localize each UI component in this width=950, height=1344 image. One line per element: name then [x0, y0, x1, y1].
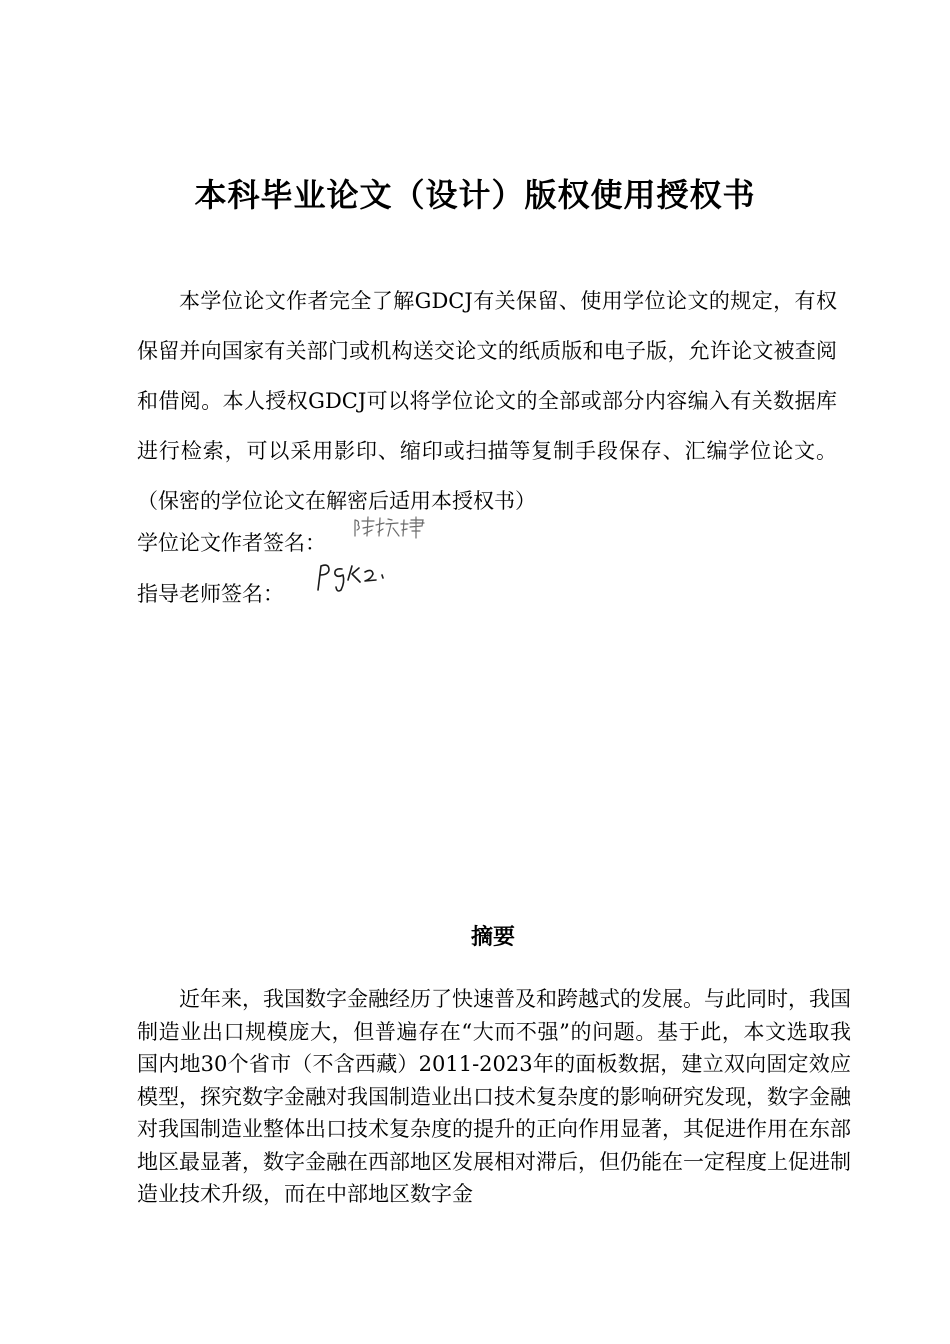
abstract-text: 近年来，我国数字金融经历了快速普及和跨越式的发展。与此同时，我国制造业出口规模庞大，但普遍存在“大而不强”的问题。基于此，本文选取我国内地30个省市（不含西藏）2011-2023年的面板数据，建立双向固定效应模型，探究数字金融对我国制造业出口技术复杂度的影响研究发现，数字金融对我国制造业整体出口技术复杂度的提升的正向作用显著，其促进作用在东部地区最显著，数字金融在西部地区发展相对滞后，但仍能在一定程度上促进制造业技术升级，而在中部地区数字金 [137, 987, 851, 1206]
author-signature-image [352, 512, 432, 542]
authorization-statement: 本学位论文作者完全了解GDCJ有关保留、使用学位论文的规定，有权保留并向国家有关部门或机构送交论文的纸质版和电子版，允许论文被查阅和借阅。本人授权GDCJ可以将学位论文的全部或部分内容编入有关数据库进行检索，可以采用影印、缩印或扫描等复制手段保存、汇编学位论文。（保密的学位论文在解密后适用本授权书） [137, 289, 837, 513]
advisor-signature-line [137, 578, 284, 608]
author-signature-line [137, 527, 326, 557]
advisor-signature-label: 指导老师签名： [137, 582, 284, 606]
abstract-title: 摘要 [470, 925, 515, 950]
advisor-signature-image [312, 560, 392, 596]
copyright-title: 本科毕业论文（设计）版权使用授权书 [194, 176, 756, 214]
author-signature-label: 学位论文作者签名： [137, 531, 326, 555]
